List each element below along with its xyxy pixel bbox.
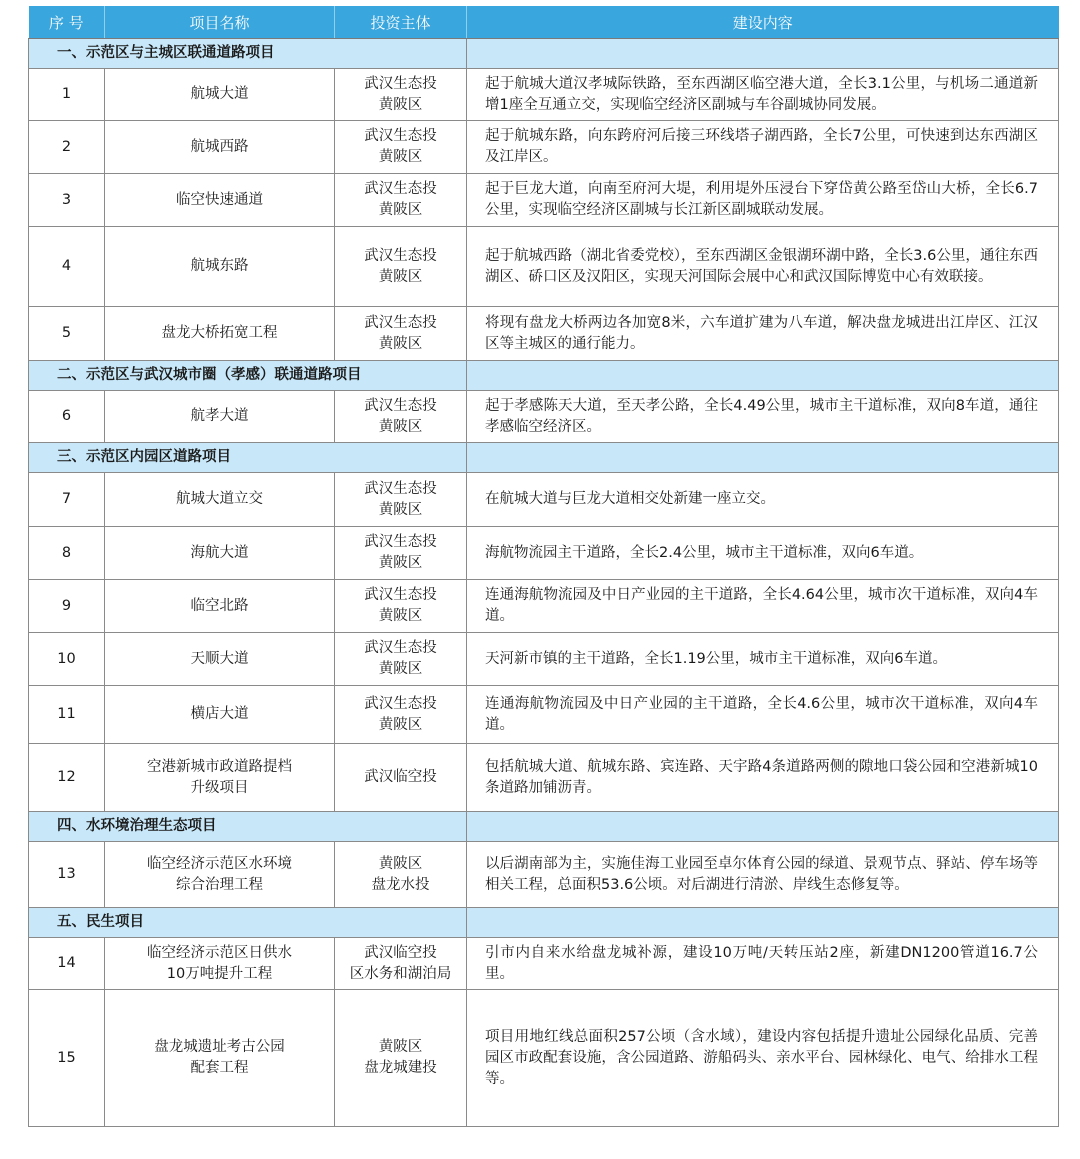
section-row xyxy=(29,443,1059,473)
project-name-cell xyxy=(105,744,335,812)
investor-line: 武汉临空投 xyxy=(364,769,437,785)
project-name-line: 海航大道 xyxy=(190,544,249,561)
row-index: 7 xyxy=(29,473,105,527)
investor-line: 黄陂区 xyxy=(378,96,423,113)
section-spacer xyxy=(467,39,1059,69)
section-row xyxy=(29,812,1059,842)
project-name-line: 临空北路 xyxy=(190,597,249,614)
investor-line: 武汉生态投 xyxy=(364,314,437,331)
section-spacer xyxy=(467,361,1059,391)
investor-cell xyxy=(335,307,467,361)
row-index: 5 xyxy=(29,307,105,361)
row-index: 12 xyxy=(29,744,105,812)
investor-line: 黄陂区 xyxy=(378,661,423,677)
construction-content: 天河新市镇的主干道路，全长1.19公里，城市主干道标准，双向6车道。 xyxy=(467,633,1059,686)
project-name-cell xyxy=(105,307,335,361)
row-index: 14 xyxy=(29,938,105,990)
project-name-cell xyxy=(105,633,335,686)
table-row xyxy=(29,938,1059,990)
table-row xyxy=(29,633,1059,686)
investor-cell xyxy=(335,527,467,580)
project-name-line: 航城东路 xyxy=(190,258,249,274)
investor-cell xyxy=(335,744,467,812)
table-row xyxy=(29,69,1059,121)
investor-cell xyxy=(335,990,467,1127)
investor-cell xyxy=(335,227,467,307)
construction-content: 将现有盘龙大桥两边各加宽8米，六车道扩建为八车道，解决盘龙城进出江岸区、江汉区等主城区的通行能力。 xyxy=(467,307,1059,361)
construction-content: 连通海航物流园及中日产业园的主干道路，全长4.64公里，城市次干道标准，双向4车道。 xyxy=(467,580,1059,633)
row-index: 9 xyxy=(29,580,105,633)
construction-content: 海航物流园主干道路，全长2.4公里，城市主干道标准，双向6车道。 xyxy=(467,527,1059,580)
construction-content: 项目用地红线总面积257公顷（含水域），建设内容包括提升遗址公园绿化品质、完善园区市政配套设施，含公园道路、游船码头、亲水平台、园林绿化、电气、给排水工程等。 xyxy=(467,990,1059,1127)
project-name-cell xyxy=(105,391,335,443)
investor-line: 武汉生态投 xyxy=(364,75,437,92)
project-name-line: 临空经济示范区日供水 xyxy=(147,944,292,961)
investor-line: 黄陂区 xyxy=(378,149,423,165)
header-index: 序 号 xyxy=(29,6,105,39)
project-name-cell xyxy=(105,473,335,527)
project-name-cell xyxy=(105,227,335,307)
investor-line: 黄陂区 xyxy=(378,608,423,624)
investor-line: 武汉生态投 xyxy=(364,128,437,144)
project-name-line: 盘龙大桥拓宽工程 xyxy=(161,325,278,341)
investor-cell xyxy=(335,633,467,686)
row-index: 4 xyxy=(29,227,105,307)
row-index: 6 xyxy=(29,391,105,443)
section-row xyxy=(29,908,1059,938)
investor-line: 黄陂区 xyxy=(378,268,423,285)
construction-content: 包括航城大道、航城东路、宾连路、天宇路4条道路两侧的隙地口袋公园和空港新城10条道路加铺沥青。 xyxy=(467,744,1059,812)
table-row xyxy=(29,527,1059,580)
project-name-line: 天顺大道 xyxy=(190,650,249,667)
project-table xyxy=(28,6,1059,1127)
construction-content: 以后湖南部为主，实施佳海工业园至卓尔体育公园的绿道、景观节点、驿站、停车场等相关工程，总面积53.6公顷。对后湖进行清淤、岸线生态修复等。 xyxy=(467,842,1059,908)
investor-line: 黄陂区 xyxy=(378,716,423,733)
project-name-line: 临空经济示范区水环境 xyxy=(147,855,292,872)
construction-content: 起于孝感陈天大道，至天孝公路，全长4.49公里，城市主干道标准，双向8车道，通往孝感临空经济区。 xyxy=(467,391,1059,443)
construction-content: 连通海航物流园及中日产业园的主干道路，全长4.6公里，城市次干道标准，双向4车道。 xyxy=(467,686,1059,744)
project-name-line: 航城大道立交 xyxy=(176,491,263,507)
row-index: 8 xyxy=(29,527,105,580)
project-name-line: 临空快速通道 xyxy=(176,191,263,208)
investor-line: 黄陂区 xyxy=(378,418,423,435)
investor-line: 武汉生态投 xyxy=(364,397,437,414)
investor-line: 盘龙水投 xyxy=(371,876,430,893)
project-name-cell xyxy=(105,580,335,633)
construction-content: 起于巨龙大道，向南至府河大堤，利用堤外压浸台下穿岱黄公路至岱山大桥，全长6.7公里，实现临空经济区副城与长江新区副城联动发展。 xyxy=(467,174,1059,227)
investor-line: 黄陂区 xyxy=(378,855,423,872)
table-row xyxy=(29,842,1059,908)
investor-cell xyxy=(335,686,467,744)
investor-cell xyxy=(335,174,467,227)
project-name-cell xyxy=(105,842,335,908)
project-table-container xyxy=(28,6,1058,1127)
row-index: 11 xyxy=(29,686,105,744)
table-body xyxy=(29,39,1059,1127)
investor-cell xyxy=(335,842,467,908)
investor-line: 武汉生态投 xyxy=(364,587,437,603)
investor-line: 武汉生态投 xyxy=(364,640,437,656)
section-title: 三、示范区内园区道路项目 xyxy=(29,443,467,473)
row-index: 10 xyxy=(29,633,105,686)
project-name-cell xyxy=(105,69,335,121)
project-name-cell xyxy=(105,686,335,744)
construction-content: 起于航城东路，向东跨府河后接三环线塔子湖西路，全长7公里，可快速到达东西湖区及江岸区。 xyxy=(467,121,1059,174)
row-index: 2 xyxy=(29,121,105,174)
construction-content: 在航城大道与巨龙大道相交处新建一座立交。 xyxy=(467,473,1059,527)
header-investor: 投资主体 xyxy=(335,6,467,39)
project-name-cell xyxy=(105,938,335,990)
project-name-line: 升级项目 xyxy=(190,779,249,796)
investor-line: 黄陂区 xyxy=(378,1039,423,1055)
project-name-line: 空港新城市政道路提档 xyxy=(147,758,292,775)
section-spacer xyxy=(467,443,1059,473)
project-name-cell xyxy=(105,990,335,1127)
table-row xyxy=(29,391,1059,443)
row-index: 3 xyxy=(29,174,105,227)
investor-line: 区水务和湖泊局 xyxy=(349,965,452,982)
investor-line: 黄陂区 xyxy=(378,202,423,218)
project-name-cell xyxy=(105,174,335,227)
section-title: 五、民生项目 xyxy=(29,908,467,938)
table-row xyxy=(29,473,1059,527)
table-row xyxy=(29,686,1059,744)
project-name-line: 航孝大道 xyxy=(190,408,249,424)
project-name-line: 航城西路 xyxy=(190,138,249,155)
project-name-line: 配套工程 xyxy=(190,1060,249,1076)
table-row xyxy=(29,121,1059,174)
investor-cell xyxy=(335,121,467,174)
header-project-name: 项目名称 xyxy=(105,6,335,39)
header-content: 建设内容 xyxy=(467,6,1059,39)
investor-line: 武汉生态投 xyxy=(364,695,437,712)
investor-line: 武汉临空投 xyxy=(364,944,437,961)
project-name-line: 综合治理工程 xyxy=(176,876,263,893)
project-name-line: 10万吨提升工程 xyxy=(166,965,273,982)
row-index: 15 xyxy=(29,990,105,1127)
investor-line: 武汉生态投 xyxy=(364,534,437,550)
project-name-line: 横店大道 xyxy=(190,706,249,722)
investor-line: 黄陂区 xyxy=(378,501,423,518)
investor-line: 黄陂区 xyxy=(378,555,423,571)
project-name-line: 盘龙城遗址考古公园 xyxy=(154,1039,285,1055)
investor-cell xyxy=(335,69,467,121)
investor-cell xyxy=(335,938,467,990)
investor-line: 武汉生态投 xyxy=(364,181,437,197)
construction-content: 起于航城大道汉孝城际铁路，至东西湖区临空港大道，全长3.1公里，与机场二通道新增1座全互通立交，实现临空经济区副城与车谷副城协同发展。 xyxy=(467,69,1059,121)
construction-content: 引市内自来水给盘龙城补源，建设10万吨/天转压站2座，新建DN1200管道16.7公里。 xyxy=(467,938,1059,990)
section-spacer xyxy=(467,812,1059,842)
table-row xyxy=(29,990,1059,1127)
row-index: 13 xyxy=(29,842,105,908)
project-name-cell xyxy=(105,527,335,580)
row-index: 1 xyxy=(29,69,105,121)
table-row xyxy=(29,580,1059,633)
investor-line: 武汉生态投 xyxy=(364,480,437,497)
investor-cell xyxy=(335,391,467,443)
table-row xyxy=(29,227,1059,307)
section-row xyxy=(29,39,1059,69)
table-header-row xyxy=(29,6,1059,39)
investor-line: 盘龙城建投 xyxy=(364,1060,437,1076)
table-row xyxy=(29,174,1059,227)
section-title: 二、示范区与武汉城市圈（孝感）联通道路项目 xyxy=(29,361,467,391)
section-title: 四、水环境治理生态项目 xyxy=(29,812,467,842)
investor-cell xyxy=(335,473,467,527)
project-name-cell xyxy=(105,121,335,174)
investor-cell xyxy=(335,580,467,633)
table-row xyxy=(29,744,1059,812)
construction-content: 起于航城西路（湖北省委党校），至东西湖区金银湖环湖中路，全长3.6公里，通往东西湖区、硚口区及汉阳区，实现天河国际会展中心和武汉国际博览中心有效联接。 xyxy=(467,227,1059,307)
section-title: 一、示范区与主城区联通道路项目 xyxy=(29,39,467,69)
project-name-line: 航城大道 xyxy=(190,86,249,102)
section-row xyxy=(29,361,1059,391)
investor-line: 黄陂区 xyxy=(378,335,423,352)
table-row xyxy=(29,307,1059,361)
section-spacer xyxy=(467,908,1059,938)
investor-line: 武汉生态投 xyxy=(364,247,437,264)
